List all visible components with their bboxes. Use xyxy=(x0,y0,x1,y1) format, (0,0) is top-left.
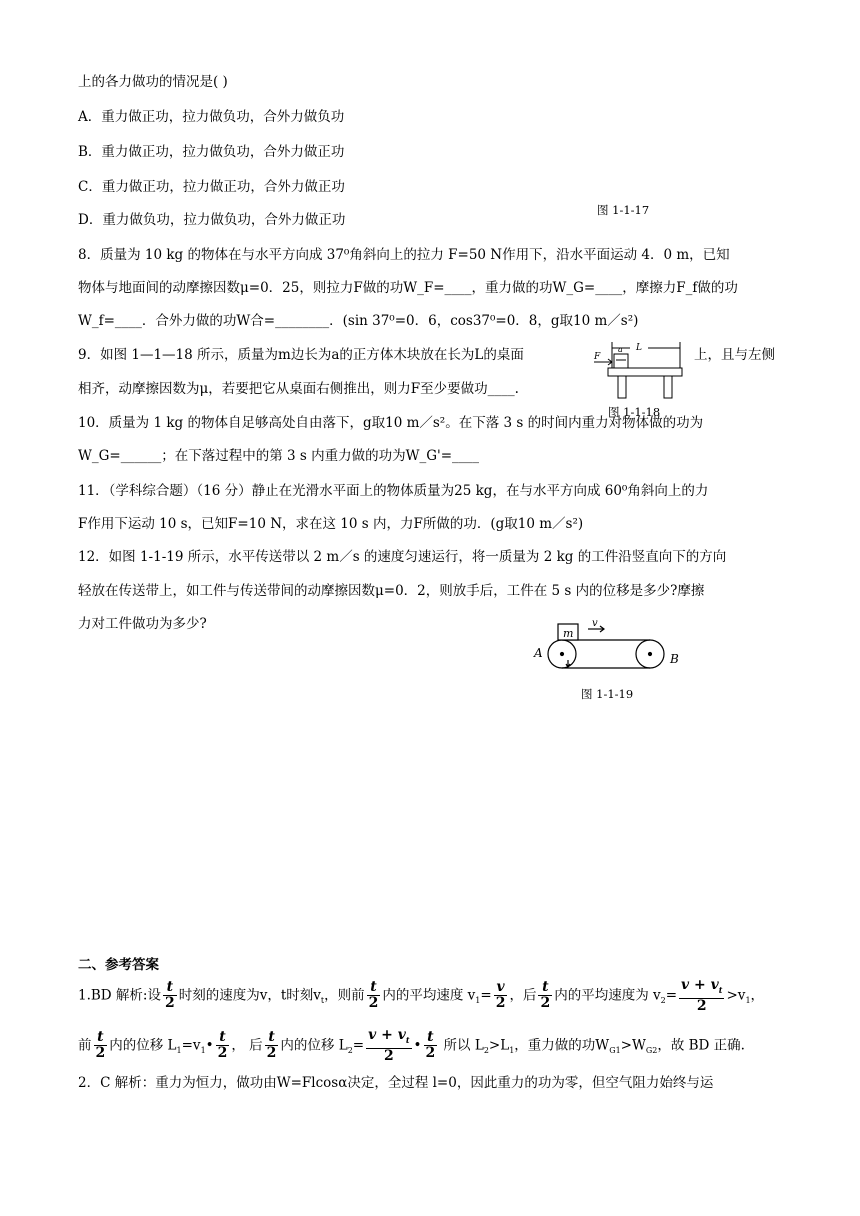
q7-stem-end: 上的各力做功的情况是( ) xyxy=(78,74,228,90)
frac-t-over-2: $\frac{t}{2}$ xyxy=(425,1029,436,1062)
q7-option-d: D．重力做负功，拉力做负功，合外力做正功 xyxy=(78,212,346,228)
q7-option-c: C．重力做正功，拉力做正功，合外力做正功 xyxy=(78,179,345,195)
frac-t-over-2: $\frac{t}{2}$ xyxy=(540,979,551,1012)
q12-line2: 轻放在传送带上，如工件与传送带间的动摩擦因数μ=0．2，则放手后，工件在 5 s 内的位移是多少?摩擦 xyxy=(78,583,705,599)
figure-caption-1-1-18: 图 1-1-18 xyxy=(608,405,661,419)
answer-1-line1: 1.BD 解析:设 $\frac{t}{2}$ 时刻的速度为v，t时刻$v_t$，则前 $\frac{t}{2}$ 内的平均速度 $v_1=$ $\frac{v}{2}$ ，后 $\frac{t}{2}$ 内的平均速度为 $v_2=$ $\frac{v + v_t}{2}$ $>v_1$， xyxy=(78,977,765,1014)
figure-table-1-1-18 xyxy=(592,338,688,404)
q12-line3: 力对工件做功为多少? xyxy=(78,616,207,632)
fig-label-L: L xyxy=(636,343,642,353)
q9-line2: 相齐，动摩擦因数为μ，若要把它从桌面右侧推出，则力F至少要做功____. xyxy=(78,381,519,397)
fig-label-B: B xyxy=(670,652,679,666)
frac-t-over-2: $\frac{t}{2}$ xyxy=(368,979,379,1012)
fig-label-A: A xyxy=(534,646,543,660)
frac-t-over-2: $\frac{t}{2}$ xyxy=(95,1029,106,1062)
q7-option-b: B．重力做正功，拉力做负功，合外力做正功 xyxy=(78,144,345,160)
q8-line3: W_f=____．合外力做的功W合=________．(sin 37⁰=0．6，cos37⁰=0．8，g取10 m／s²) xyxy=(78,313,639,329)
q8-line2: 物体与地面间的动摩擦因数μ=0．25，则拉力F做的功W_F=____，重力做的功W_G=____，摩擦力F_f做的功 xyxy=(78,280,738,296)
fig-label-m: m xyxy=(563,627,574,640)
answer-1-line2: 前 $\frac{t}{2}$ 内的位移 $L_1=v_1•$ $\frac{t}{2}$ ， 后 $\frac{t}{2}$ 内的位移 $L_2=$ $\frac{v + v_t}{2}$ • $\frac{t}{2}$ 所以 $L_2>L_1$，重力做的功$W_{G1}>W_{G2}$，故 BD 正确. xyxy=(78,1027,745,1064)
q10-line1: 10．质量为 1 kg 的物体自足够高处自由落下，g取10 m／s²。在下落 3 s 的时间内重力对物体做的功为 xyxy=(78,415,704,431)
q8-line1: 8．质量为 10 kg 的物体在与水平方向成 37⁰角斜向上的拉力 F=50 N作用下，沿水平面运动 4．0 m，已知 xyxy=(78,247,730,263)
figure-caption-1-1-19: 图 1-1-19 xyxy=(581,687,634,701)
answers-heading: 二、参考答案 xyxy=(78,957,159,973)
q11-line1: 11．（学科综合题）（16 分）静止在光滑水平面上的物体质量为25 kg，在与水平方向成 60⁰角斜向上的力 xyxy=(78,483,709,499)
q11-line2: F作用下运动 10 s，已知F=10 N，求在这 10 s 内，力F所做的功．(g取10 m／s²) xyxy=(78,516,584,532)
frac-t-over-2: $\frac{t}{2}$ xyxy=(266,1029,277,1062)
figure-conveyor-1-1-19 xyxy=(528,612,688,674)
fig-label-F: F xyxy=(594,352,601,362)
frac-v-plus-vt-over-2: $\frac{v + v_t}{2}$ xyxy=(681,977,723,1014)
q9-line1-left: 9．如图 1—1—18 所示，质量为m边长为a的正方体木块放在长为L的桌面 xyxy=(78,347,524,363)
frac-t-over-2: $\frac{t}{2}$ xyxy=(164,979,175,1012)
fig-label-v: v xyxy=(592,618,598,629)
figure-caption-1-1-17: 图 1-1-17 xyxy=(597,203,650,217)
q10-line2: W_G=______；在下落过程中的第 3 s 内重力做的功为W_G'=____ xyxy=(78,448,480,464)
q12-line1: 12．如图 1-1-19 所示，水平传送带以 2 m／s 的速度匀速运行，将一质量为 2 kg 的工件沿竖直向下的方向 xyxy=(78,549,727,565)
answer-2-line1: 2．C 解析：重力为恒力，做功由W=Flcosα决定，全过程 l=0，因此重力的功为零，但空气阻力始终与运 xyxy=(78,1075,714,1091)
frac-v-plus-vt-over-2: $\frac{v + v_t}{2}$ xyxy=(368,1027,410,1064)
frac-v-over-2: $\frac{v}{2}$ xyxy=(495,979,506,1012)
fig-label-a: a xyxy=(618,345,623,354)
q9-line1-right: 上，且与左侧 xyxy=(694,347,775,363)
frac-t-over-2: $\frac{t}{2}$ xyxy=(217,1029,228,1062)
q7-option-a: A．重力做正功，拉力做负功，合外力做负功 xyxy=(78,109,345,125)
